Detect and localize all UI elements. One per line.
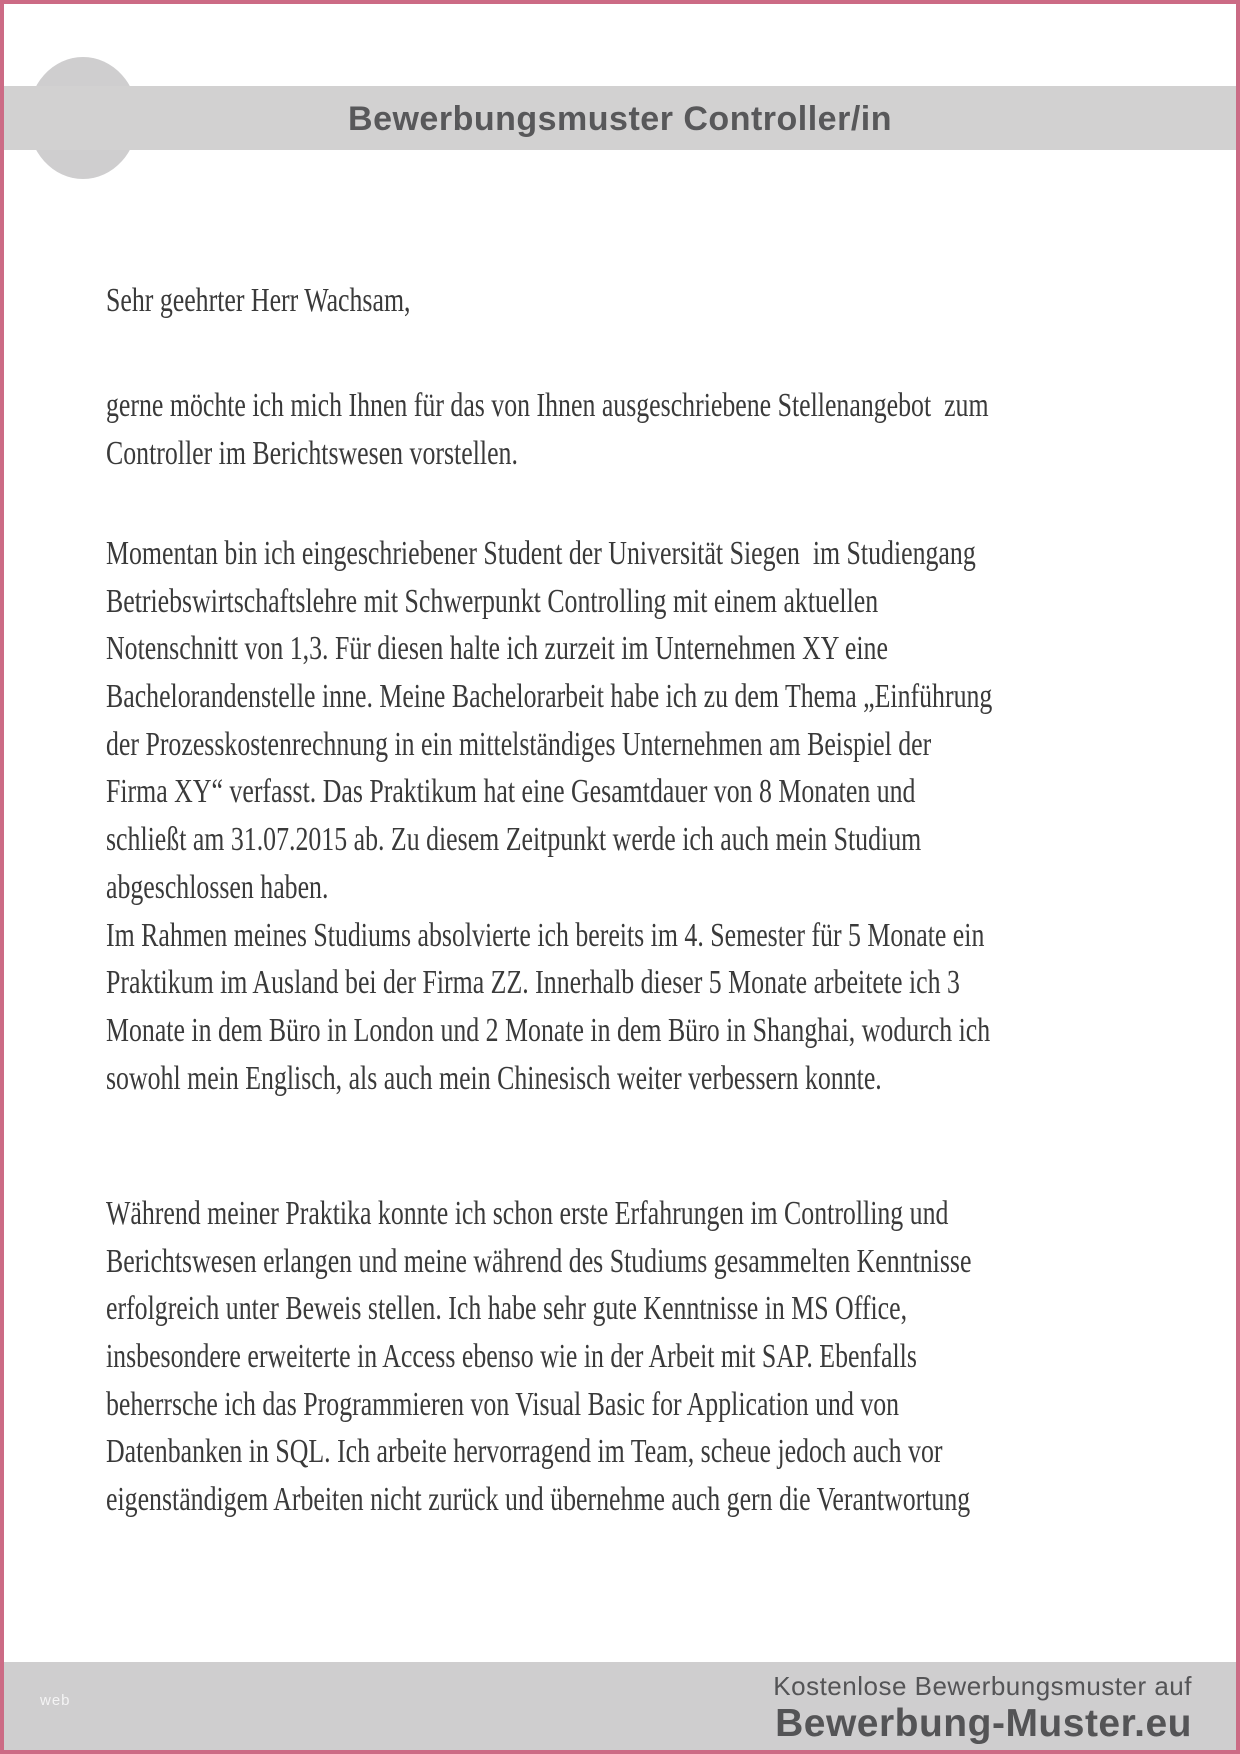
text-line: Berichtswesen erlangen und meine während des Studiums gesammelten Kenntnisse [106,1242,972,1280]
text-line: gerne möchte ich mich Ihnen für das von Ihnen ausgeschriebene Stellenangebot zum [106,387,989,424]
text-line: Betriebswirtschaftslehre mit Schwerpunkt Controlling mit einem aktuellen [106,582,879,620]
paragraph-studies [106,530,1240,1102]
text-line: sowohl mein Englisch, als auch mein Chinesisch weiter verbessern konnte. [106,1059,882,1097]
text-line: Momentan bin ich eingeschriebener Student der Universität Siegen im Studiengang [106,535,976,572]
paragraph-intro [106,382,1240,477]
header-band [4,86,1236,150]
text-line: schließt am 31.07.2015 ab. Zu diesem Zeitpunkt werde ich auch mein Studium [106,821,922,859]
text-line: Während meiner Praktika konnte ich schon erste Erfahrungen im Controlling und [106,1195,949,1232]
watermark-text: web [40,1692,71,1709]
text-line: Bachelorandenstelle inne. Meine Bachelorarbeit habe ich zu dem Thema „Einführung [106,678,993,716]
text-line: Praktikum im Ausland bei der Firma ZZ. Innerhalb dieser 5 Monate arbeitete ich 3 [106,964,960,1002]
text-line: insbesondere erweiterte in Access ebenso wie in der Arbeit mit SAP. Ebenfalls [106,1338,917,1376]
text-line: Im Rahmen meines Studiums absolvierte ich bereits im 4. Semester für 5 Monate ein [106,916,985,954]
text-line: Sehr geehrter Herr Wachsam, [106,282,411,319]
text-line: abgeschlossen haben. [106,868,329,906]
text-line: eigenständigem Arbeiten nicht zurück und übernehme auch gern die Verantwortung [106,1481,971,1519]
text-line: Firma XY“ verfasst. Das Praktikum hat eine Gesamtdauer von 8 Monaten und [106,773,916,811]
footer-site-name: Bewerbung-Muster.eu [775,1702,1192,1745]
text-line: erfolgreich unter Beweis stellen. Ich habe sehr gute Kenntnisse in MS Office, [106,1290,908,1328]
page-title: Bewerbungsmuster Controller/in [348,99,892,138]
text-line: beherrsche ich das Programmieren von Visual Basic for Application und von [106,1385,900,1423]
text-line: Notenschnitt von 1,3. Für diesen halte ich zurzeit im Unternehmen XY eine [106,630,888,668]
footer-band [4,1662,1236,1750]
text-line: Controller im Berichtswesen vorstellen. [106,434,518,472]
text-line: der Prozesskostenrechnung in ein mittelständiges Unternehmen am Beispiel der [106,725,932,763]
text-line: Monate in dem Büro in London und 2 Monate in dem Büro in Shanghai, wodurch ich [106,1011,991,1049]
footer-tagline: Kostenlose Bewerbungsmuster auf [773,1671,1192,1701]
text-line: Datenbanken in SQL. Ich arbeite hervorragend im Team, scheue jedoch auch vor [106,1433,943,1471]
salutation [106,277,507,325]
paragraph-skills [106,1190,1240,1524]
